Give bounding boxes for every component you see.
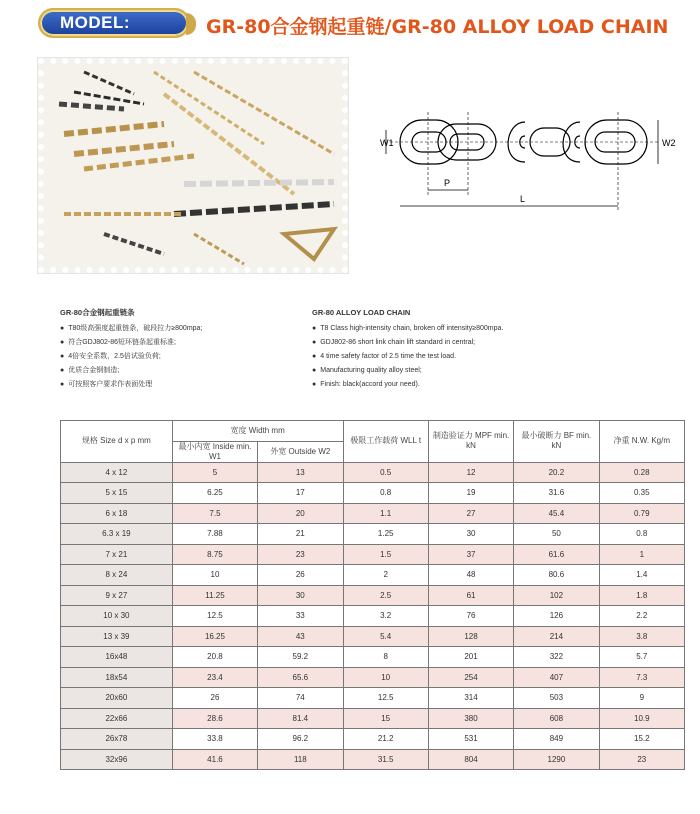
table-cell: 15.2	[599, 729, 684, 750]
table-cell: 26	[258, 565, 343, 586]
table-cell: 31.6	[514, 483, 599, 504]
table-cell: 5.7	[599, 647, 684, 668]
table-cell: 322	[514, 647, 599, 668]
table-cell: 21.2	[343, 729, 428, 750]
table-cell: 20x60	[61, 688, 173, 709]
table-row	[61, 503, 685, 524]
table-cell: 80.6	[514, 565, 599, 586]
table-cell: 1.8	[599, 585, 684, 606]
feature-en-item: ● Manufacturing quality alloy steel;	[312, 364, 642, 378]
table-cell: 31.5	[343, 749, 428, 770]
table-row	[61, 585, 685, 606]
table-cell: 76	[428, 606, 513, 627]
table-cell: 19	[428, 483, 513, 504]
table-cell: 1.25	[343, 524, 428, 545]
col-header-weight: 净重 N.W. Kg/m	[599, 421, 684, 463]
table-cell: 26	[172, 688, 257, 709]
feature-cn-item: ● 可按照客户要求作表面处理	[60, 378, 300, 392]
table-row	[61, 544, 685, 565]
table-cell: 5	[172, 462, 257, 483]
table-cell: 6 x 18	[61, 503, 173, 524]
table-cell: 74	[258, 688, 343, 709]
table-cell: 7.88	[172, 524, 257, 545]
table-cell: 18x54	[61, 667, 173, 688]
table-row	[61, 729, 685, 750]
col-header-bf: 最小破断力 BF min. kN	[514, 421, 599, 463]
dim-label-p: P	[444, 178, 451, 188]
table-cell: 1	[599, 544, 684, 565]
table-cell: 8	[343, 647, 428, 668]
table-cell: 20	[258, 503, 343, 524]
table-cell: 7.3	[599, 667, 684, 688]
chain-link-diagram	[380, 102, 680, 227]
table-cell: 61	[428, 585, 513, 606]
table-cell: 201	[428, 647, 513, 668]
table-cell: 407	[514, 667, 599, 688]
col-header-outside: 外宽 Outside W2	[258, 441, 343, 462]
table-cell: 126	[514, 606, 599, 627]
table-cell: 20.8	[172, 647, 257, 668]
table-cell: 12.5	[172, 606, 257, 627]
col-header-size: 规格 Size d x p mm	[61, 421, 173, 463]
table-cell: 254	[428, 667, 513, 688]
table-cell: 43	[258, 626, 343, 647]
table-cell: 10 x 30	[61, 606, 173, 627]
table-cell: 23.4	[172, 667, 257, 688]
table-cell: 531	[428, 729, 513, 750]
table-cell: 8 x 24	[61, 565, 173, 586]
table-cell: 59.2	[258, 647, 343, 668]
table-cell: 15	[343, 708, 428, 729]
col-header-wll: 极限工作载荷 WLL t	[343, 421, 428, 463]
table-cell: 12	[428, 462, 513, 483]
spec-table	[60, 420, 685, 770]
table-row	[61, 647, 685, 668]
table-cell: 45.4	[514, 503, 599, 524]
table-cell: 23	[258, 544, 343, 565]
table-cell: 33.8	[172, 729, 257, 750]
table-cell: 13 x 39	[61, 626, 173, 647]
table-cell: 41.6	[172, 749, 257, 770]
table-cell: 30	[428, 524, 513, 545]
header	[38, 8, 688, 42]
spec-table-body	[61, 462, 685, 770]
table-row	[61, 708, 685, 729]
col-header-mpf: 制造验证力 MPF min. kN	[428, 421, 513, 463]
table-cell: 20.2	[514, 462, 599, 483]
table-cell: 12.5	[343, 688, 428, 709]
dim-label-l: L	[520, 194, 526, 204]
table-cell: 9	[599, 688, 684, 709]
table-cell: 503	[514, 688, 599, 709]
table-cell: 2.5	[343, 585, 428, 606]
feature-cn-item: ● T80级高强度起重链条，破段拉力≥800mpa;	[60, 322, 300, 336]
table-cell: 23	[599, 749, 684, 770]
table-cell: 13	[258, 462, 343, 483]
feature-en-item: ● GDJ802-86 short link chain lift standard in central;	[312, 336, 642, 350]
table-cell: 380	[428, 708, 513, 729]
table-cell: 6.3 x 19	[61, 524, 173, 545]
features-cn-heading: GR-80合金钢起重链条	[60, 308, 135, 317]
table-cell: 11.25	[172, 585, 257, 606]
table-cell: 22x66	[61, 708, 173, 729]
table-cell: 102	[514, 585, 599, 606]
table-cell: 9 x 27	[61, 585, 173, 606]
table-cell: 2	[343, 565, 428, 586]
table-cell: 10.9	[599, 708, 684, 729]
features-cn	[60, 306, 300, 392]
table-row	[61, 688, 685, 709]
table-cell: 16x48	[61, 647, 173, 668]
table-cell: 3.2	[343, 606, 428, 627]
table-cell: 6.25	[172, 483, 257, 504]
table-cell: 37	[428, 544, 513, 565]
table-cell: 2.2	[599, 606, 684, 627]
chain-photo-illustration	[44, 64, 342, 267]
table-cell: 118	[258, 749, 343, 770]
table-cell: 7.5	[172, 503, 257, 524]
table-row	[61, 462, 685, 483]
table-cell: 5.4	[343, 626, 428, 647]
table-cell: 128	[428, 626, 513, 647]
table-cell: 10	[343, 667, 428, 688]
table-cell: 8.75	[172, 544, 257, 565]
table-cell: 96.2	[258, 729, 343, 750]
table-cell: 26x78	[61, 729, 173, 750]
table-row	[61, 749, 685, 770]
table-cell: 61.6	[514, 544, 599, 565]
table-cell: 81.4	[258, 708, 343, 729]
table-cell: 0.8	[343, 483, 428, 504]
table-cell: 314	[428, 688, 513, 709]
table-cell: 7 x 21	[61, 544, 173, 565]
dim-label-w1: W1	[380, 138, 394, 148]
chain-product-photo	[38, 58, 348, 273]
feature-cn-item: ● 符合GDJ802-86短环链条起重标准;	[60, 336, 300, 350]
table-row	[61, 626, 685, 647]
feature-en-item: ● Finish: black(accord your need).	[312, 378, 642, 392]
table-cell: 1.5	[343, 544, 428, 565]
feature-en-item: ● 4 time safety factor of 2.5 time the test load.	[312, 350, 642, 364]
table-row	[61, 667, 685, 688]
page-title: GR-80合金钢起重链/GR-80 ALLOY LOAD CHAIN	[206, 16, 669, 38]
table-cell: 17	[258, 483, 343, 504]
table-cell: 1.4	[599, 565, 684, 586]
dim-label-w2: W2	[662, 138, 676, 148]
feature-en-item: ● T8 Class high-intensity chain, broken off intensity≥800mpa.	[312, 322, 642, 336]
table-cell: 30	[258, 585, 343, 606]
table-cell: 849	[514, 729, 599, 750]
table-cell: 0.8	[599, 524, 684, 545]
table-cell: 4 x 12	[61, 462, 173, 483]
table-cell: 0.5	[343, 462, 428, 483]
table-cell: 16.25	[172, 626, 257, 647]
feature-cn-item: ● 优质合金钢制造;	[60, 364, 300, 378]
table-cell: 1.1	[343, 503, 428, 524]
table-cell: 804	[428, 749, 513, 770]
features-en-heading: GR-80 ALLOY LOAD CHAIN	[312, 308, 411, 317]
col-header-inside: 最小内宽 Inside min. W1	[172, 441, 257, 462]
table-cell: 0.28	[599, 462, 684, 483]
table-cell: 1290	[514, 749, 599, 770]
table-row	[61, 524, 685, 545]
table-row	[61, 565, 685, 586]
table-cell: 3.8	[599, 626, 684, 647]
table-cell: 32x96	[61, 749, 173, 770]
table-cell: 21	[258, 524, 343, 545]
features-en	[312, 306, 642, 392]
model-badge: MODEL:	[38, 8, 190, 38]
col-header-width: 宽度 Width mm	[172, 421, 343, 442]
table-row	[61, 606, 685, 627]
table-cell: 5 x 15	[61, 483, 173, 504]
feature-cn-item: ● 4倍安全系数，2.5倍试验负荷;	[60, 350, 300, 364]
table-cell: 27	[428, 503, 513, 524]
table-cell: 0.35	[599, 483, 684, 504]
table-cell: 608	[514, 708, 599, 729]
table-cell: 28.6	[172, 708, 257, 729]
table-cell: 214	[514, 626, 599, 647]
table-cell: 50	[514, 524, 599, 545]
table-cell: 33	[258, 606, 343, 627]
table-cell: 48	[428, 565, 513, 586]
table-cell: 65.6	[258, 667, 343, 688]
table-cell: 0.79	[599, 503, 684, 524]
table-row	[61, 483, 685, 504]
table-cell: 10	[172, 565, 257, 586]
